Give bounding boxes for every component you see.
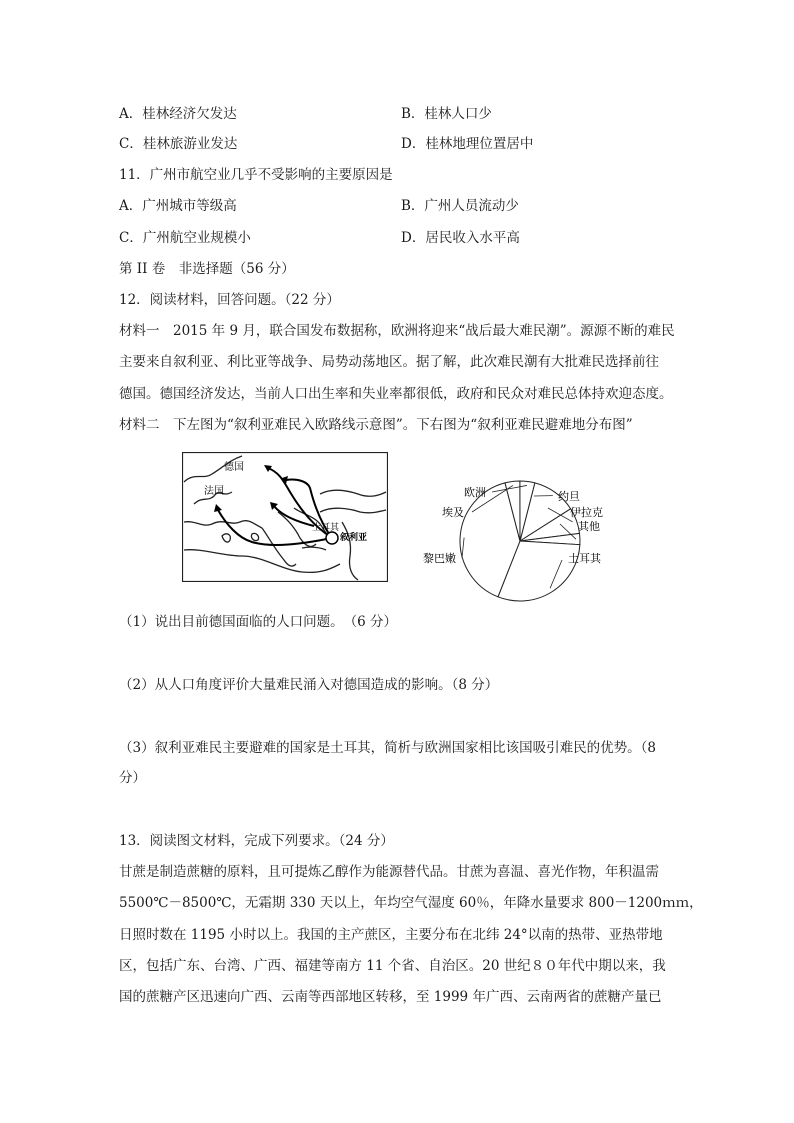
q12-material2: 材料二 下左图为“叙利亚难民入欧路线示意图”。下右图为“叙利亚难民避难地分布图” (119, 417, 633, 433)
pie-label-6: 欧洲 (464, 486, 486, 499)
map-label-france: 法国 (204, 486, 224, 497)
q12-stem: 12．阅读材料，回答问题。（22 分） (119, 292, 340, 308)
q12-material1-line3: 德国。德国经济发达，当前人口出生率和失业率都很低，政府和民众对难民总体持欢迎态度。 (119, 386, 673, 402)
pie-label-1: 伊拉克 (570, 506, 603, 519)
q10-option-d: D．桂林地理位置居中 (401, 136, 534, 152)
q12-sub2: （2）从人口角度评价大量难民涌入对德国造成的影响。（8 分） (119, 677, 499, 693)
q10-option-a: A．桂林经济欠发达 (119, 106, 237, 122)
q12-sub1: （1）说出目前德国面临的人口问题。 （6 分） (119, 614, 397, 630)
q11-option-d: D．居民收入水平高 (401, 230, 520, 246)
refugee-route-map (182, 452, 388, 582)
q13-text-line1: 甘蔗是制造蔗糖的原料，且可提炼乙醇作为能源替代品。甘蔗为喜温、喜光作物，年积温需 (119, 864, 659, 880)
pie-label-2: 其他 (578, 520, 600, 533)
q13-stem: 13．阅读图文材料，完成下列要求。（24 分） (119, 833, 394, 849)
q12-material1-line1: 材料一 2015 年 9 月，联合国发布数据称，欧洲将迎来“战后最大难民潮”。源源不断的难民 (119, 323, 675, 339)
pie-label-0: 约旦 (558, 490, 580, 503)
q11-stem: 11．广州市航空业几乎不受影响的主要原因是 (119, 167, 393, 183)
q13-text-line3: 日照时数在 1195 小时以上。我国的主产蔗区，主要分布在北纬 24°以南的热带、亚热带地 (119, 927, 663, 943)
map-label-germany: 德国 (224, 462, 244, 473)
q10-option-b: B．桂林人口少 (401, 106, 492, 122)
pie-label-5: 埃及 (442, 506, 464, 519)
refugee-destination-pie (410, 478, 630, 604)
map-label-syria: 叙利亚 (340, 533, 368, 543)
q13-text-line2: 5500℃－8500℃，无霜期 330 天以上，年均空气湿度 60％，年降水量要求 800－1200ｍｍ， (119, 895, 703, 911)
q10-option-c: C．桂林旅游业发达 (119, 136, 238, 152)
q12-sub3-line1: （3）叙利亚难民主要避难的国家是土耳其，简析与欧洲国家相比该国吸引难民的优势。（8 (119, 740, 656, 756)
q13-text-line4: 区，包括广东、台湾、广西、福建等南方 11 个省、自治区。20 世纪８０年代中期以来，我 (119, 958, 666, 974)
q11-option-c: C．广州航空业规模小 (119, 230, 251, 246)
q13-text-line5: 国的蔗糖产区迅速向广西、云南等西部地区转移，至 1999 年广西、云南两省的蔗糖产量已 (119, 989, 662, 1005)
q12-material1-line2: 主要来自叙利亚、利比亚等战争、局势动荡地区。据了解，此次难民潮有大批难民选择前往 (119, 354, 659, 370)
q12-sub3-line2: 分） (119, 770, 146, 786)
q11-option-a: A．广州城市等级高 (119, 198, 237, 214)
pie-label-4: 黎巴嫩 (423, 552, 456, 565)
section-2-header: 第 II 卷 非选择题（56 分） (119, 261, 295, 277)
q11-option-b: B．广州人员流动少 (401, 198, 519, 214)
map-label-turkey: 土耳其 (312, 523, 340, 533)
pie-label-3: 土耳其 (568, 552, 601, 565)
